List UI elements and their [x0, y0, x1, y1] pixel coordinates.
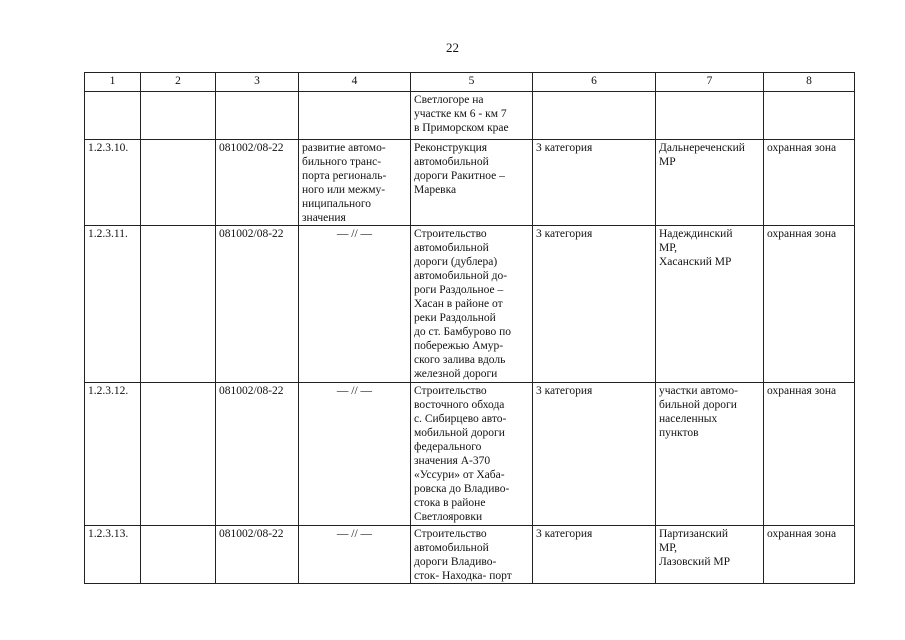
- row-code: 081002/08-22: [216, 383, 299, 526]
- row-col-2: [141, 526, 216, 584]
- header-row: [85, 73, 855, 92]
- row-col-2: [141, 383, 216, 526]
- row-object: Светлогоре на участке км 6 - км 7 в Приморском крае: [411, 92, 533, 140]
- row-object: Строительство автомобильной дороги (дублера) автомобильной до- роги Раздольное – Хасан в районе от реки Раздольной до ст. Бамбурово по побережью Амур- ского залива вдоль железной дороги: [411, 226, 533, 383]
- page-number: 22: [446, 40, 459, 55]
- header-col-1: 1: [85, 73, 141, 92]
- header-col-6: 6: [533, 73, 656, 92]
- row-category: 3 категория: [533, 526, 656, 584]
- row-zone: [764, 92, 855, 140]
- row-col-2: [141, 140, 216, 226]
- header-col-3: 3: [216, 73, 299, 92]
- header-col-7: 7: [656, 73, 764, 92]
- row-zone: охранная зона: [764, 140, 855, 226]
- row-object: Реконструкция автомобильной дороги Ракитное – Маревка: [411, 140, 533, 226]
- row-code: [216, 92, 299, 140]
- header-col-2: 2: [141, 73, 216, 92]
- row-object: Строительство восточного обхода с. Сибирцево авто- мобильной дороги федерального значения А-370 «Уссури» от Хаба- ровска до Владиво- стока в районе Светлояровки: [411, 383, 533, 526]
- row-col-2: [141, 92, 216, 140]
- table-row: [85, 526, 855, 584]
- row-zone: охранная зона: [764, 226, 855, 383]
- row-number: 1.2.3.10.: [85, 140, 141, 226]
- row-number: 1.2.3.13.: [85, 526, 141, 584]
- row-code: 081002/08-22: [216, 226, 299, 383]
- row-code: 081002/08-22: [216, 140, 299, 226]
- header-col-4: 4: [299, 73, 411, 92]
- row-category: 3 категория: [533, 383, 656, 526]
- table-row: [85, 383, 855, 526]
- row-location: Партизанский МР, Лазовский МР: [656, 526, 764, 584]
- row-col-2: [141, 226, 216, 383]
- row-purpose: развитие автомо- бильного транс- порта региональ- ного или межму- ниципального значения: [299, 140, 411, 226]
- row-zone: охранная зона: [764, 526, 855, 584]
- row-location: Дальнереченский МР: [656, 140, 764, 226]
- table-row: [85, 140, 855, 226]
- row-number: 1.2.3.12.: [85, 383, 141, 526]
- row-number: 1.2.3.11.: [85, 226, 141, 383]
- row-location: [656, 92, 764, 140]
- row-code: 081002/08-22: [216, 526, 299, 584]
- row-location: участки автомо- бильной дороги населенных пунктов: [656, 383, 764, 526]
- table-row: [85, 226, 855, 383]
- row-purpose: — // —: [299, 383, 411, 526]
- objects-table: [84, 72, 855, 584]
- header-col-5: 5: [411, 73, 533, 92]
- header-col-8: 8: [764, 73, 855, 92]
- table-row: [85, 92, 855, 140]
- row-purpose: — // —: [299, 226, 411, 383]
- row-purpose: — // —: [299, 526, 411, 584]
- row-category: 3 категория: [533, 140, 656, 226]
- row-category: 3 категория: [533, 226, 656, 383]
- row-object: Строительство автомобильной дороги Владиво- сток- Находка- порт: [411, 526, 533, 584]
- row-number: [85, 92, 141, 140]
- row-location: Надеждинский МР, Хасанский МР: [656, 226, 764, 383]
- row-purpose: [299, 92, 411, 140]
- row-category: [533, 92, 656, 140]
- row-zone: охранная зона: [764, 383, 855, 526]
